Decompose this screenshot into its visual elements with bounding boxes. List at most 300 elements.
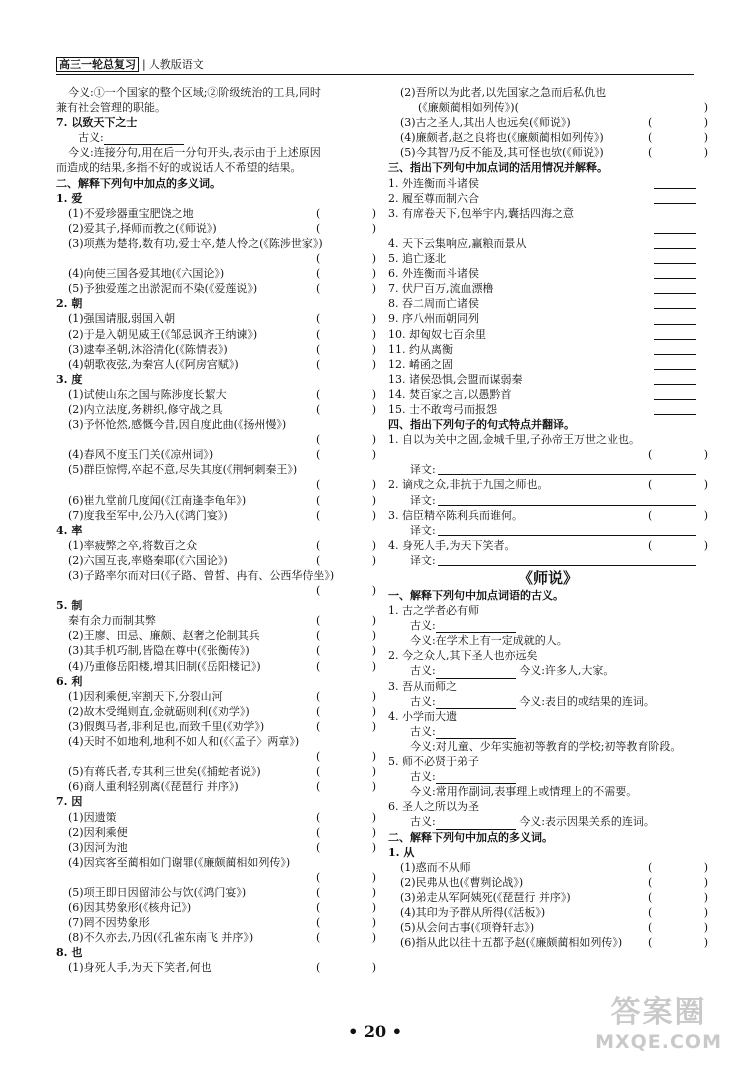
text-line — [388, 784, 708, 799]
text-line — [388, 538, 708, 553]
text-line — [388, 618, 708, 633]
answer-blank[interactable] — [436, 726, 516, 739]
section-heading — [388, 160, 708, 175]
text-line — [388, 935, 708, 950]
text-line — [56, 659, 376, 674]
text-line — [388, 115, 708, 130]
text-line — [388, 221, 708, 236]
line-text: (3)弟走从军阿姨死(《琵琶行 并序》) — [400, 890, 571, 904]
line-text: (1)不爱珍器重宝肥饶之地 — [68, 206, 194, 220]
line-text: (5)今其智乃反不能及,其可怪也欤(《师说》) — [400, 146, 604, 160]
text-line — [56, 704, 376, 719]
line-text: (4)朝歌夜弦,为秦宫人(《阿房宫赋》) — [68, 357, 239, 371]
line-text: (7)度我至军中,公乃入(《鸿门宴》) — [68, 508, 228, 522]
line-text: (3)予怀怆然,感慨今昔,因自度此曲(《扬州慢》) — [68, 418, 287, 432]
text-line — [388, 266, 708, 281]
text-line — [56, 855, 376, 870]
text-line — [388, 357, 708, 372]
line-text: 今义:连接分句,用在后一分句开头,表示由于上述原因 — [68, 146, 321, 160]
text-line — [56, 311, 376, 326]
answer-parentheses[interactable]: ( ) — [316, 659, 376, 673]
answer-parentheses[interactable]: ) — [703, 101, 708, 115]
answer-parentheses[interactable]: ( ) — [648, 448, 708, 462]
line-text: (1)试使山东之国与陈涉度长絜大 — [68, 387, 227, 401]
section-title-shishuo: 《师说》 — [517, 569, 578, 587]
line-text: (《廉颇蔺相如列传》)( — [418, 101, 519, 115]
line-text: 古义: — [78, 131, 104, 145]
answer-parentheses[interactable]: ( ) — [316, 387, 376, 401]
answer-blank[interactable] — [654, 399, 696, 400]
line-text: (5)从会问古事(《项脊轩志》) — [400, 921, 535, 935]
answer-parentheses[interactable]: ( ) — [316, 931, 376, 945]
line-text: 译文: — [410, 553, 436, 567]
text-line — [56, 689, 376, 704]
answer-parentheses[interactable]: ( ) — [316, 840, 376, 854]
line-text: (5)有蒋氏者,专其利三世矣(《捕蛇者说》) — [68, 765, 261, 779]
section-heading — [56, 176, 376, 191]
line-text: 5. 制 — [56, 599, 83, 613]
watermark — [595, 987, 722, 1053]
text-line — [56, 266, 376, 281]
text-line — [56, 870, 376, 885]
answer-parentheses[interactable]: ( ) — [648, 146, 708, 160]
line-text: (4)春风不度玉门关(《凉州词》) — [68, 448, 214, 462]
text-line — [56, 779, 376, 794]
line-text: 4. 率 — [56, 523, 83, 537]
section-heading — [56, 674, 376, 689]
text-line — [56, 930, 376, 945]
line-text: 12. 崤函之固 — [388, 357, 453, 371]
answer-blank[interactable] — [654, 354, 696, 355]
line-text: 6. 圣人之所以为圣 — [388, 800, 479, 814]
line-text: 2. 朝 — [56, 297, 83, 311]
line-text: (1)因遗策 — [68, 810, 117, 824]
text-line — [388, 296, 708, 311]
answer-parentheses[interactable]: ( ) — [316, 508, 376, 522]
text-line — [56, 538, 376, 553]
line-text-tail: 今义:表目的或结果的连词。 — [515, 694, 655, 708]
line-text: 7. 以致天下之士 — [56, 116, 138, 130]
text-line — [388, 799, 708, 814]
text-line — [56, 160, 376, 175]
line-text: 1. 外连衡而斗诸侯 — [388, 176, 479, 190]
line-text: (1)因利乘便,宰割天下,分裂山河 — [68, 689, 223, 703]
line-text: 1. 自以为关中之固,金城千里,子孙帝王万世之业也。 — [388, 433, 640, 447]
answer-parentheses[interactable]: ( ) — [316, 538, 376, 552]
watermark-url: MXQE.COM — [595, 1031, 722, 1053]
answer-parentheses[interactable]: ( ) — [316, 584, 376, 598]
line-text-tail: 今义:表示因果关系的连词。 — [515, 815, 655, 829]
answer-parentheses[interactable]: ( ) — [316, 885, 376, 899]
line-text: 而造成的结果,多指不好的或说话人不希望的结果。 — [56, 161, 302, 175]
answer-blank[interactable] — [654, 203, 696, 204]
answer-blank[interactable] — [654, 414, 696, 415]
text-line — [56, 206, 376, 221]
answer-blank[interactable] — [654, 293, 696, 294]
text-line — [388, 145, 708, 160]
text-line — [388, 523, 708, 538]
text-line — [388, 603, 708, 618]
line-text: 4. 身死人手,为天下笑者。 — [388, 538, 516, 552]
text-line — [56, 915, 376, 930]
line-text: 古义: — [410, 694, 436, 708]
text-line — [388, 493, 708, 508]
section-heading — [56, 945, 376, 960]
answer-parentheses[interactable]: ( ) — [316, 901, 376, 915]
line-text: 8. 也 — [56, 946, 83, 960]
text-line — [56, 145, 376, 160]
section-heading — [56, 296, 376, 311]
text-line — [56, 643, 376, 658]
line-text: (2)六国互丧,率赂秦耶(《六国论》) — [68, 553, 228, 567]
text-line — [56, 960, 376, 975]
answer-parentheses[interactable]: ( ) — [316, 312, 376, 326]
text-line — [388, 85, 708, 100]
answer-parentheses[interactable]: ( ) — [316, 221, 376, 235]
answer-parentheses[interactable]: ( ) — [648, 478, 708, 492]
answer-parentheses[interactable]: ( ) — [648, 508, 708, 522]
left-column — [56, 85, 376, 976]
line-text: 今义:在学术上有一定成就的人。 — [410, 634, 568, 648]
answer-parentheses[interactable]: ( ) — [648, 905, 708, 919]
text-line — [388, 648, 708, 663]
text-line — [56, 825, 376, 840]
answer-parentheses[interactable]: ( ) — [648, 936, 708, 950]
line-text: (3)因河为池 — [68, 840, 128, 854]
line-text: 6. 利 — [56, 674, 83, 688]
answer-blank[interactable] — [654, 324, 696, 325]
answer-parentheses[interactable]: ( ) — [316, 765, 376, 779]
answer-blank[interactable] — [654, 369, 696, 370]
text-line — [388, 663, 708, 678]
answer-parentheses[interactable]: ( ) — [316, 282, 376, 296]
text-line — [388, 920, 708, 935]
translation-line[interactable] — [438, 535, 696, 536]
line-text: 15. 士不敢弯弓而报怨 — [388, 402, 497, 416]
text-line — [56, 749, 376, 764]
text-line — [388, 206, 708, 221]
answer-parentheses[interactable]: ( ) — [316, 810, 376, 824]
answer-blank[interactable] — [654, 339, 696, 340]
text-line — [388, 814, 708, 829]
edition-label: 人教版语文 — [148, 58, 204, 71]
text-line — [56, 462, 376, 477]
text-line — [388, 327, 708, 342]
text-line — [388, 447, 708, 462]
line-text: (5)群臣惊愕,卒起不意,尽失其度(《荆轲刺秦王》) — [68, 463, 298, 477]
section-heading — [56, 372, 376, 387]
text-line — [56, 734, 376, 749]
answer-blank[interactable] — [654, 308, 696, 309]
series-badge: 高三一轮总复习 — [56, 57, 139, 72]
line-text: (3)其手机巧制,皆隐在尊中(《张衡传》) — [68, 644, 250, 658]
answer-blank[interactable] — [654, 384, 696, 385]
line-text: 二、解释下列句中加点的多义词。 — [56, 176, 221, 190]
text-line — [56, 236, 376, 251]
text-line — [56, 764, 376, 779]
line-text: 2. 谪戍之众,非抗于九国之师也。 — [388, 478, 549, 492]
text-line — [56, 417, 376, 432]
answer-parentheses[interactable]: ( ) — [316, 252, 376, 266]
answer-parentheses[interactable]: ( ) — [316, 961, 376, 975]
answer-parentheses[interactable]: ( ) — [316, 825, 376, 839]
answer-parentheses[interactable]: ( ) — [316, 704, 376, 718]
line-text-tail: 今义:许多人,大家。 — [515, 664, 615, 678]
answer-blank[interactable] — [654, 188, 696, 189]
line-text: 译文: — [410, 493, 436, 507]
line-text: 古义: — [410, 619, 436, 633]
translation-line[interactable] — [438, 474, 696, 475]
answer-blank[interactable] — [436, 666, 516, 679]
line-text: (2)吾所以为此者,以先国家之急而后私仇也 — [400, 86, 607, 99]
line-text: 1. 从 — [388, 845, 415, 859]
line-text: 3. 吾从而师之 — [388, 679, 457, 693]
line-text: (3)古之圣人,其出人也远矣(《师说》) — [400, 116, 571, 130]
line-text: 5. 追亡逐北 — [388, 252, 446, 266]
text-line — [388, 462, 708, 477]
line-text: 13. 诸侯恐惧,会盟而谋弱秦 — [388, 372, 523, 386]
answer-parentheses[interactable]: ( ) — [316, 629, 376, 643]
line-text: 译文: — [410, 523, 436, 537]
text-line — [56, 477, 376, 492]
answer-parentheses[interactable]: ( ) — [316, 916, 376, 930]
answer-parentheses[interactable]: ( ) — [316, 553, 376, 567]
section-heading — [388, 417, 708, 432]
answer-parentheses[interactable]: ( ) — [316, 342, 376, 356]
line-text: (3)逮奉圣朝,沐浴清化(《陈情表》) — [68, 342, 228, 356]
answer-parentheses[interactable]: ( ) — [648, 890, 708, 904]
answer-blank[interactable] — [654, 278, 696, 279]
text-line — [56, 840, 376, 855]
line-text: (6)指从此以往十五都予赵(《廉颇蔺相如列传》) — [400, 936, 623, 950]
line-text: (6)商人重利轻别离(《琵琶行 并序》) — [68, 780, 239, 794]
answer-parentheses[interactable]: ( ) — [648, 131, 708, 145]
answer-parentheses[interactable]: ( ) — [316, 402, 376, 416]
text-line — [56, 357, 376, 372]
text-line — [56, 432, 376, 447]
line-text: 三、指出下列句中加点词的活用情况并解释。 — [388, 161, 608, 175]
text-line — [388, 875, 708, 890]
line-text: (2)爱其子,择师而教之(《师说》) — [68, 221, 217, 235]
text-line — [56, 327, 376, 342]
text-line — [388, 769, 708, 784]
line-text: (4)向使三国各爱其地(《六国论》) — [68, 267, 225, 281]
watermark-text: 答案圈 — [610, 995, 707, 1030]
text-line — [56, 342, 376, 357]
line-text: 8. 吞二周而亡诸侯 — [388, 297, 479, 311]
section-heading — [56, 191, 376, 206]
line-text: (1)率疲弊之卒,将数百之众 — [68, 538, 198, 552]
section-heading — [56, 598, 376, 613]
answer-parentheses[interactable]: ( ) — [316, 689, 376, 703]
text-line — [388, 890, 708, 905]
line-text: (7)罔不因势象形 — [68, 916, 150, 930]
text-line — [56, 613, 376, 628]
answer-blank[interactable] — [436, 817, 516, 830]
answer-parentheses[interactable]: ( ) — [316, 719, 376, 733]
section-heading — [388, 845, 708, 860]
text-line — [388, 100, 708, 115]
text-line — [56, 493, 376, 508]
line-text: 今义:①一个国家的整个区域;②阶级统治的工具,同时 — [68, 86, 321, 99]
answer-blank[interactable] — [654, 263, 696, 264]
answer-parentheses[interactable]: ( ) — [316, 750, 376, 764]
text-line — [56, 447, 376, 462]
answer-parentheses[interactable]: ( ) — [648, 921, 708, 935]
answer-parentheses[interactable]: ( ) — [316, 327, 376, 341]
line-text: 2. 今之众人,其下圣人也亦远矣 — [388, 649, 538, 663]
text-line — [56, 402, 376, 417]
answer-parentheses[interactable]: ( ) — [648, 860, 708, 874]
text-line — [388, 387, 708, 402]
page-number: • 20 • — [348, 1022, 402, 1041]
line-text: (5)予独爱莲之出淤泥而不染(《爱莲说》) — [68, 282, 258, 296]
line-text: 古义: — [410, 815, 436, 829]
text-line — [56, 553, 376, 568]
line-text: 3. 有席卷天下,包举宇内,囊括四海之意 — [388, 206, 574, 220]
line-text: (1)强国请服,弱国入朝 — [68, 312, 176, 326]
text-line — [56, 100, 376, 115]
text-line — [388, 508, 708, 523]
text-line — [56, 508, 376, 523]
line-text: (3)子路率尔而对曰(《子路、曾皙、冉有、公西华侍坐》) — [68, 569, 335, 582]
line-text: 四、指出下列句子的句式特点并翻译。 — [388, 418, 575, 432]
line-text: (5)项王即日因留沛公与饮(《鸿门宴》) — [68, 885, 247, 899]
text-line — [56, 130, 376, 145]
text-line — [388, 372, 708, 387]
line-text: 1. 古之学者必有师 — [388, 604, 479, 618]
answer-parentheses[interactable]: ( ) — [316, 870, 376, 884]
text-line — [56, 85, 376, 100]
answer-blank[interactable] — [104, 132, 184, 145]
text-line — [56, 568, 376, 583]
answer-parentheses[interactable]: ( ) — [316, 267, 376, 281]
line-text: 11. 约从离衡 — [388, 342, 453, 356]
text-line — [56, 628, 376, 643]
line-text: 兼有社会管理的职能。 — [56, 101, 166, 115]
line-text: 今义:对儿童、少年实施初等教育的学校;初等教育阶段。 — [410, 739, 682, 753]
answer-blank[interactable] — [654, 248, 696, 249]
text-line — [388, 281, 708, 296]
line-text: (1)惑而不从师 — [400, 860, 471, 874]
text-line — [388, 709, 708, 724]
text-line — [388, 860, 708, 875]
answer-blank[interactable] — [654, 233, 696, 234]
text-line — [388, 724, 708, 739]
section-heading — [56, 794, 376, 809]
text-line — [388, 694, 708, 709]
line-text: (4)乃重修岳阳楼,增其旧制(《岳阳楼记》) — [68, 659, 261, 673]
line-text: 今义:常用作副词,表事理上或情理上的不需要。 — [410, 785, 638, 799]
answer-parentheses[interactable]: ( ) — [316, 644, 376, 658]
text-line — [56, 281, 376, 296]
line-text: 4. 天下云集响应,赢粮而景从 — [388, 236, 527, 250]
line-text: 3. 度 — [56, 372, 83, 386]
text-line — [388, 191, 708, 206]
section-heading — [388, 588, 708, 603]
text-line — [56, 900, 376, 915]
line-text: 秦有余力而制其弊 — [68, 614, 156, 628]
line-text: (2)因利乘便 — [68, 825, 128, 839]
line-text: 7. 伏尸百万,流血漂橹 — [388, 282, 494, 296]
line-text: 4. 小学而大遗 — [388, 709, 457, 723]
answer-parentheses[interactable]: ( ) — [648, 875, 708, 889]
line-text: (6)崔九堂前几度闻(《江南逢李龟年》) — [68, 493, 247, 507]
text-line — [388, 176, 708, 191]
line-text: 14. 焚百家之言,以愚黔首 — [388, 387, 512, 401]
answer-blank[interactable] — [436, 620, 516, 633]
text-line — [56, 885, 376, 900]
line-text: (2)内立法度,务耕织,修守战之具 — [68, 402, 223, 416]
answer-parentheses[interactable]: ( ) — [316, 357, 376, 371]
section-heading — [388, 830, 708, 845]
line-text: (2)于是入朝见威王(《邹忌讽齐王纳谏》) — [68, 327, 258, 341]
line-text: 7. 因 — [56, 795, 83, 809]
answer-parentheses[interactable]: ( ) — [648, 538, 708, 552]
line-text: 古义: — [410, 664, 436, 678]
translation-line[interactable] — [438, 565, 696, 566]
text-line — [388, 739, 708, 754]
answer-parentheses[interactable]: ( ) — [316, 614, 376, 628]
line-text: 译文: — [410, 463, 436, 477]
line-text: (3)项燕为楚将,数有功,爱士卒,楚人怜之(《陈涉世家》) — [68, 236, 323, 250]
right-column — [388, 85, 708, 950]
answer-blank[interactable] — [436, 696, 516, 709]
line-text: 一、解释下列句中加点词语的古义。 — [388, 589, 564, 602]
line-text: (2)民弗从也(《曹刿论战》) — [400, 875, 524, 889]
line-text: 9. 序八州而朝同列 — [388, 312, 479, 326]
line-text: (4)其印为予群从所得(《活板》) — [400, 905, 546, 919]
line-text: (1)身死人手,为天下笑者,何也 — [68, 961, 212, 975]
line-text: (2)王廖、田忌、廉颇、赵奢之伦制其兵 — [68, 629, 260, 643]
text-line — [56, 583, 376, 598]
line-text: 5. 师不必贤于弟子 — [388, 755, 479, 769]
text-line — [56, 810, 376, 825]
line-text: (4)天时不如地利,地利不如人和(《〈孟子〉两章》) — [68, 735, 300, 749]
text-line — [388, 432, 708, 447]
running-header: 高三一轮总复习 | 人教版语文 — [56, 57, 204, 72]
text-line — [388, 311, 708, 326]
line-text: (4)廉颇者,赵之良将也(《廉颇蔺相如列传》) — [400, 131, 604, 145]
answer-parentheses[interactable]: ( ) — [316, 478, 376, 492]
text-line — [388, 251, 708, 266]
text-line — [56, 719, 376, 734]
line-text: 10. 却匈奴七百余里 — [388, 327, 486, 341]
text-line — [388, 633, 708, 648]
line-text: (8)不久亦去,乃因(《孔雀东南飞 并序》) — [68, 931, 254, 945]
answer-parentheses[interactable]: ( ) — [316, 780, 376, 794]
answer-parentheses[interactable]: ( ) — [316, 448, 376, 462]
answer-blank[interactable] — [436, 771, 516, 784]
text-line — [388, 130, 708, 145]
line-text: 2. 履至尊而制六合 — [388, 191, 479, 205]
translation-line[interactable] — [438, 505, 696, 506]
line-text: 6. 外连衡而斗诸侯 — [388, 267, 479, 281]
line-text: 二、解释下列句中加点的多义词。 — [388, 830, 553, 844]
line-text: (6)因其势象形(《核舟记》) — [68, 901, 192, 915]
answer-parentheses[interactable]: ( ) — [316, 206, 376, 220]
answer-parentheses[interactable]: ( ) — [648, 116, 708, 130]
text-line — [388, 236, 708, 251]
answer-parentheses[interactable]: ( ) — [316, 493, 376, 507]
answer-parentheses[interactable]: ( ) — [316, 433, 376, 447]
text-line — [56, 387, 376, 402]
text-line — [56, 221, 376, 236]
line-text: (2)故木受绳则直,金就砺则利(《劝学》) — [68, 704, 250, 718]
line-text: 古义: — [410, 770, 436, 784]
line-text: (4)因宾客至蔺相如门谢罪(《廉颇蔺相如列传》) — [68, 855, 291, 869]
text-line — [388, 754, 708, 769]
